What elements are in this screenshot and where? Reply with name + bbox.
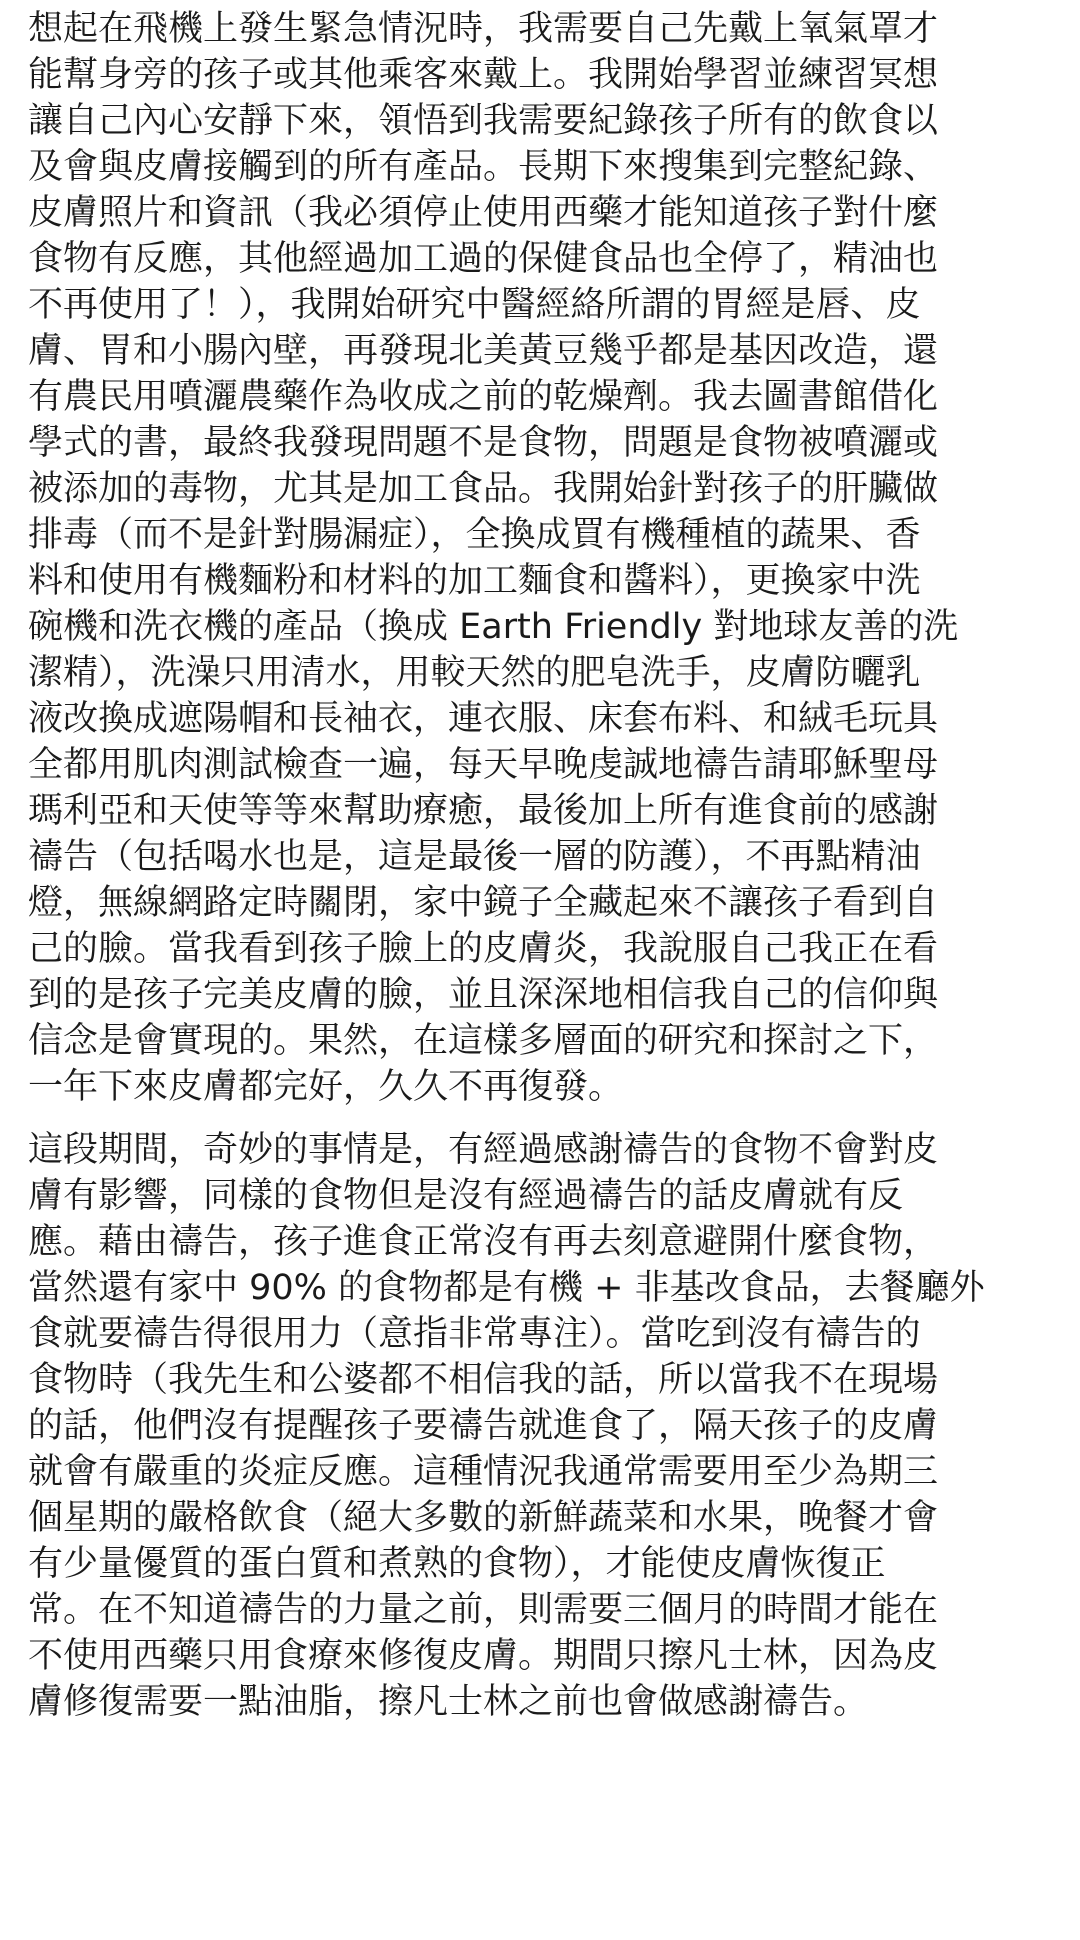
text-line: 常。在不知道禱告的力量之前，則需要三個月的時間才能在 — [28, 1590, 939, 1630]
text-line: 燈，無線網路定時關閉，家中鏡子全藏起來不讓孩子看到自 — [28, 883, 939, 923]
text-line: 的話，他們沒有提醒孩子要禱告就進食了，隔天孩子的皮膚 — [28, 1406, 939, 1446]
text-line: 排毒（而不是針對腸漏症），全換成買有機種植的蔬果、香 — [28, 515, 921, 555]
text-line: 瑪利亞和天使等等來幫助療癒，最後加上所有進食前的感謝 — [28, 791, 939, 831]
text-line: 想起在飛機上發生緊急情況時，我需要自己先戴上氧氣罩才 — [28, 9, 939, 49]
text-line: 全都用肌肉測試檢查一遍，每天早晚虔誠地禱告請耶穌聖母 — [28, 745, 939, 785]
text-line: 液改換成遮陽帽和長袖衣，連衣服、床套布料、和絨毛玩具 — [28, 699, 939, 739]
text-line: 禱告（包括喝水也是，這是最後一層的防護），不再點精油 — [28, 837, 921, 877]
text-line: 及會與皮膚接觸到的所有產品。長期下來搜集到完整紀錄、 — [28, 147, 939, 187]
text-line: 膚、胃和小腸內壁，再發現北美黃豆幾乎都是基因改造，還 — [28, 331, 939, 371]
text-line: 有少量優質的蛋白質和煮熟的食物），才能使皮膚恢復正 — [28, 1544, 886, 1584]
text-line: 讓自己內心安靜下來，領悟到我需要紀錄孩子所有的飲食以 — [28, 101, 939, 141]
text-line: 個星期的嚴格飲食（絕大多數的新鮮蔬菜和水果，晚餐才會 — [28, 1498, 939, 1538]
paragraph-2 — [28, 1127, 985, 1725]
text-line: 信念是會實現的。果然，在這樣多層面的研究和探討之下， — [28, 1021, 939, 1061]
text-line: 食物有反應，其他經過加工過的保健食品也全停了，精油也 — [28, 239, 939, 279]
text-line: 學式的書，最終我發現問題不是食物，問題是食物被噴灑或 — [28, 423, 939, 463]
text-line: 料和使用有機麵粉和材料的加工麵食和醬料），更換家中洗 — [28, 561, 921, 601]
text-line: 應。藉由禱告，孩子進食正常沒有再去刻意避開什麼食物， — [28, 1222, 939, 1262]
paragraph-1 — [28, 6, 958, 1110]
text-line: 就會有嚴重的炎症反應。這種情況我通常需要用至少為期三 — [28, 1452, 939, 1492]
text-line: 潔精），洗澡只用清水，用較天然的肥皂洗手，皮膚防曬乳 — [28, 653, 921, 693]
text-line: 食就要禱告得很用力（意指非常專注）。當吃到沒有禱告的 — [28, 1314, 921, 1354]
text-line: 一年下來皮膚都完好，久久不再復發。 — [28, 1067, 624, 1107]
text-line: 膚修復需要一點油脂，擦凡士林之前也會做感謝禱告。 — [28, 1682, 869, 1722]
text-line: 不再使用了！），我開始研究中醫經絡所謂的胃經是唇、皮 — [28, 285, 921, 325]
text-line: 到的是孩子完美皮膚的臉，並且深深地相信我自己的信仰與 — [28, 975, 939, 1015]
text-line: 己的臉。當我看到孩子臉上的皮膚炎，我說服自己我正在看 — [28, 929, 939, 969]
text-line: 食物時（我先生和公婆都不相信我的話，所以當我不在現場 — [28, 1360, 939, 1400]
text-line: 皮膚照片和資訊（我必須停止使用西藥才能知道孩子對什麼 — [28, 193, 939, 233]
text-line: 被添加的毒物，尤其是加工食品。我開始針對孩子的肝臟做 — [28, 469, 939, 509]
text-line: 當然還有家中 90% 的食物都是有機 + 非基改食品，去餐廳外 — [28, 1268, 985, 1308]
text-line: 這段期間，奇妙的事情是，有經過感謝禱告的食物不會對皮 — [28, 1130, 939, 1170]
text-line: 膚有影響，同樣的食物但是沒有經過禱告的話皮膚就有反 — [28, 1176, 904, 1216]
text-line: 能幫身旁的孩子或其他乘客來戴上。我開始學習並練習冥想 — [28, 55, 939, 95]
text-line: 碗機和洗衣機的產品（換成 Earth Friendly 對地球友善的洗 — [28, 607, 959, 647]
text-line: 不使用西藥只用食療來修復皮膚。期間只擦凡士林，因為皮 — [28, 1636, 939, 1676]
text-line: 有農民用噴灑農藥作為收成之前的乾燥劑。我去圖書館借化 — [28, 377, 939, 417]
